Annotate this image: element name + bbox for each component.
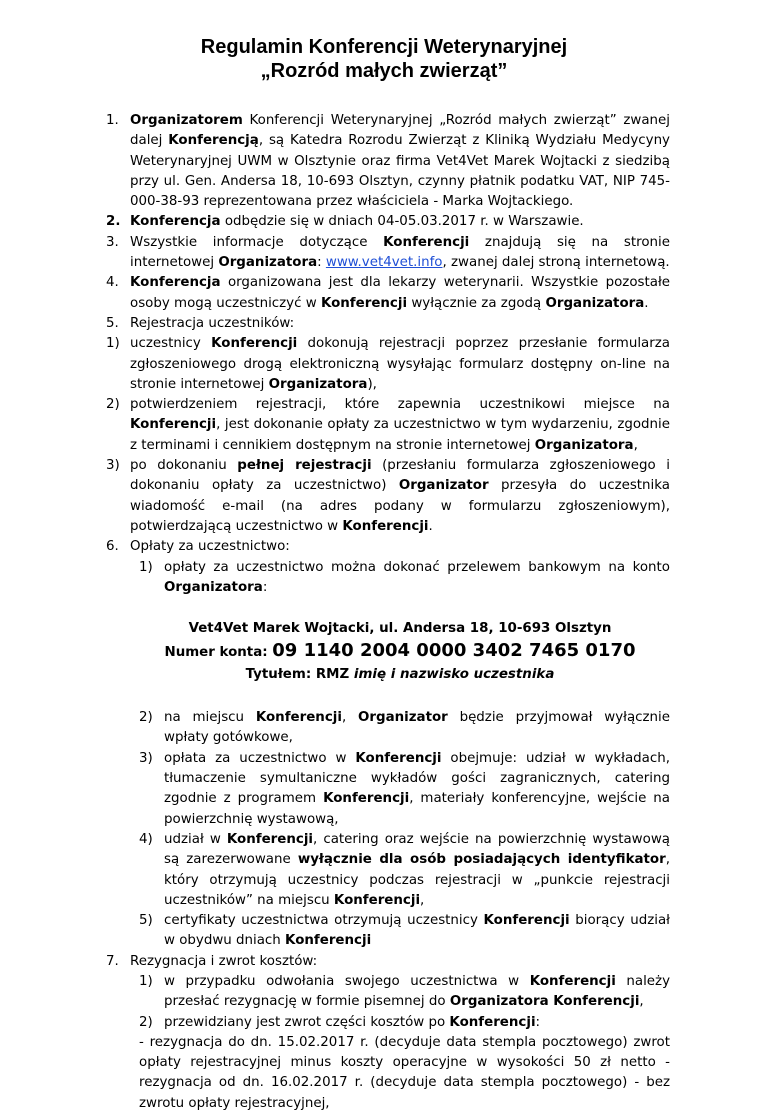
text-segment: przesyła do uczestnika wiadomość e-mail (na adres podany w formularzu zgłoszeniowym), potwierdzającą uczestnictwo w bbox=[130, 478, 670, 534]
text-segment: (przesłaniu formularza zgłoszeniowego i dokonaniu opłaty za uczestnictwo) bbox=[130, 458, 670, 494]
text-segment: odbędzie się w dniach 04-05.03.2017 r. w Warszawie. bbox=[220, 214, 584, 230]
bold-text: Organizatora bbox=[164, 579, 263, 595]
list-item bbox=[106, 911, 670, 952]
text-segment: , catering oraz wejście na powierzchnię wystawową są zarezerwowane bbox=[164, 831, 670, 868]
bold-text: Organizator bbox=[358, 710, 448, 726]
bank-account-line bbox=[130, 640, 670, 664]
list-item-number: 2) bbox=[139, 1014, 153, 1030]
bold-text: Konferencji bbox=[449, 1014, 536, 1030]
list-item-number: 4. bbox=[106, 275, 119, 291]
list-item bbox=[106, 212, 670, 232]
text-segment: . bbox=[428, 518, 433, 534]
bold-text: Organizator bbox=[398, 478, 489, 494]
text-segment: . bbox=[644, 295, 649, 311]
text-segment: : bbox=[262, 579, 268, 595]
list-item-number: 3) bbox=[139, 750, 153, 766]
text-segment: biorący udział w obydwu dniach bbox=[164, 913, 670, 949]
text-segment: Wszystkie informacje dotyczące bbox=[130, 234, 384, 250]
text-segment: należy przesłać rezygnację w formie pisemnej do bbox=[164, 973, 670, 1010]
list-item-number: 1) bbox=[106, 336, 120, 352]
list-item-number: 2) bbox=[139, 710, 153, 726]
text-segment: Opłaty za uczestnictwo: bbox=[130, 539, 290, 555]
bold-text: Konferencją bbox=[168, 133, 259, 149]
text-segment: , są Katedra Rozrodu Zwierząt z Kliniką Wydziału Medycyny Weterynaryjnej UWM w Olsztynie oraz firma Vet4Vet Marek Wojtacki z siedzibą przy ul. Gen. Andersa 18, 10-693 Olsztyn, czynny płatnik podatku VAT, NIP 745-000-38-93 reprezentowana przez właściciela - Marka Wojtackiego. bbox=[130, 133, 670, 210]
bold-text: Organizatora bbox=[545, 295, 645, 311]
bold-text: Konferencji bbox=[255, 710, 342, 726]
bold-text: Konferencji bbox=[483, 913, 570, 929]
text-segment: potwierdzeniem rejestracji, które zapewnia uczestnikowi miejsce na bbox=[130, 397, 670, 413]
text-segment: uczestnicy bbox=[130, 336, 212, 352]
text-segment: certyfikaty uczestnictwa otrzymują uczestnicy bbox=[164, 913, 484, 929]
list-item bbox=[106, 1033, 670, 1114]
text-segment: organizowana jest dla lekarzy weterynarii. Wszystkie pozostałe osoby mogą uczestniczyć w bbox=[130, 275, 670, 311]
bold-text: Konferencji bbox=[355, 750, 442, 766]
list-item bbox=[106, 334, 670, 395]
list-item-number: 4) bbox=[139, 831, 153, 847]
list-item-number: 3. bbox=[106, 234, 119, 250]
bold-text: Konferencja bbox=[130, 214, 221, 230]
bold-text: wyłącznie dla osób posiadających identyfikator bbox=[297, 852, 666, 868]
text-segment: : bbox=[535, 1014, 541, 1030]
text-segment: znajdują się na stronie internetowej bbox=[130, 234, 670, 271]
list-item bbox=[106, 952, 670, 972]
list-item bbox=[106, 830, 670, 911]
list-item bbox=[106, 558, 670, 599]
bold-text: Organizatora Konferencji bbox=[449, 994, 640, 1010]
text-segment: dokonują rejestracji poprzez przesłanie formularza zgłoszeniowego drogą elektroniczną wysyłając formularz dostępny on-line na stronie internetowej bbox=[130, 336, 671, 392]
list-item-number: 2. bbox=[106, 214, 121, 230]
bold-text: Konferencji bbox=[226, 831, 314, 847]
bold-text: pełnej rejestracji bbox=[237, 458, 372, 474]
list-item bbox=[106, 395, 670, 456]
list-item-number: 6. bbox=[106, 539, 119, 555]
text-segment: Rejestracja uczestników: bbox=[130, 315, 295, 331]
text-segment: opłaty za uczestnictwo można dokonać przelewem bankowym na konto bbox=[164, 559, 670, 575]
transfer-title-label: Tytułem: RMZ bbox=[245, 667, 354, 683]
text-segment: na miejscu bbox=[164, 710, 256, 726]
list-item bbox=[106, 708, 670, 749]
text-segment: , bbox=[633, 437, 638, 453]
list-item bbox=[106, 273, 670, 314]
document-title-line-2: „Rozród małych zwierząt” bbox=[260, 60, 508, 82]
bold-text: Konferencja bbox=[130, 275, 221, 291]
text-segment: w przypadku odwołania swojego uczestnictwa w bbox=[164, 973, 530, 989]
text-segment: : bbox=[317, 255, 326, 271]
list-item bbox=[106, 972, 670, 1013]
text-segment: udział w bbox=[164, 831, 227, 847]
text-segment: Konferencji Weterynaryjnej „Rozród małych zwierząt” zwanej dalej bbox=[130, 113, 670, 149]
bold-text: Konferencji bbox=[383, 234, 470, 250]
text-segment: po dokonaniu bbox=[130, 458, 238, 474]
bold-text: Organizatorem bbox=[130, 113, 243, 128]
text-segment: obejmuje: udział w wykładach, tłumaczenie symultaniczne wykładów gości zagranicznych, catering zgodnie z programem bbox=[164, 750, 670, 807]
bank-recipient: Vet4Vet Marek Wojtacki, ul. Andersa 18, 10-693 Olsztyn bbox=[188, 621, 612, 637]
text-segment: , który otrzymują uczestnicy podczas rejestracji w „punkcie rejestracji uczestników” na miejscu bbox=[164, 852, 670, 908]
list-item bbox=[106, 111, 670, 212]
list-item-number: 5) bbox=[139, 913, 153, 929]
list-item-number: 7. bbox=[106, 953, 119, 969]
text-segment: , jest dokonanie opłaty za uczestnictwo w tym wydarzeniu, zgodnie z terminami i cennikiem dostępnym na stronie internetowej bbox=[130, 417, 670, 453]
website-link[interactable]: www.vet4vet.info bbox=[325, 255, 443, 271]
list-item bbox=[106, 1013, 670, 1033]
account-number: 09 1140 2004 0000 3402 7465 0170 bbox=[272, 640, 636, 662]
text-segment: , bbox=[341, 710, 359, 726]
bold-text: Konferencji bbox=[320, 295, 408, 311]
transfer-title-line bbox=[130, 664, 670, 686]
list-item-number: 1) bbox=[139, 559, 153, 575]
list-item-number: 1. bbox=[106, 113, 119, 128]
text-segment: ), bbox=[367, 376, 377, 392]
list-item bbox=[106, 314, 670, 334]
list-item-number: 2) bbox=[106, 397, 120, 413]
bold-text: Konferencji bbox=[285, 933, 372, 949]
list-item bbox=[106, 537, 670, 557]
list-item bbox=[106, 749, 670, 830]
list-item bbox=[106, 233, 670, 274]
text-segment: opłata za uczestnictwo w bbox=[164, 750, 356, 766]
regulations-list-part-1 bbox=[106, 111, 670, 598]
bold-text: Konferencji bbox=[529, 973, 616, 989]
text-segment: Rezygnacja i zwrot kosztów: bbox=[130, 953, 318, 969]
bold-text: Organizatora bbox=[268, 376, 368, 392]
text-segment: , zwanej dalej stroną internetową. bbox=[442, 255, 670, 271]
text-segment: , materiały konferencyjne, wejście na powierzchnię wystawową, bbox=[164, 791, 671, 827]
regulations-body bbox=[106, 111, 670, 1114]
regulations-list-part-2 bbox=[106, 708, 670, 1114]
account-label: Numer konta: bbox=[164, 645, 273, 661]
text-segment: - rezygnacja do dn. 15.02.2017 r. (decyduje data stempla pocztowego) zwrot opłaty rejestracyjnej minus koszty operacyjne w wysokości 50 zł netto - rezygnacja od dn. 16.02.2017 r. (decyduje data stempla pocztowego) - bez zwrotu opłaty rejestracyjnej, bbox=[139, 1034, 670, 1111]
bold-text: Organizatora bbox=[534, 437, 634, 453]
list-item-number: 3) bbox=[106, 458, 120, 474]
bold-text: Konferencji bbox=[323, 791, 410, 807]
text-segment: , bbox=[420, 892, 425, 908]
list-item-number: 5. bbox=[106, 315, 119, 331]
bank-details bbox=[106, 618, 670, 686]
bold-text: Konferencji bbox=[211, 336, 298, 352]
text-segment: , bbox=[639, 994, 644, 1010]
bold-text: Konferencji bbox=[333, 892, 421, 908]
text-segment: będzie przyjmował wyłącznie wpłaty gotówkowe, bbox=[164, 710, 670, 746]
list-item bbox=[106, 456, 670, 537]
bold-text: Organizatora bbox=[218, 255, 318, 271]
list-item-number: 1) bbox=[139, 973, 153, 989]
text-segment: przewidziany jest zwrot części kosztów po bbox=[164, 1014, 450, 1030]
document-title-line-1: Regulamin Konferencji Weterynaryjnej bbox=[200, 36, 568, 58]
text-segment: wyłącznie za zgodą bbox=[407, 295, 546, 311]
bold-text: Konferencji bbox=[342, 518, 429, 534]
transfer-title-value: imię i nazwisko uczestnika bbox=[353, 667, 555, 683]
bold-text: Konferencji bbox=[130, 417, 217, 433]
